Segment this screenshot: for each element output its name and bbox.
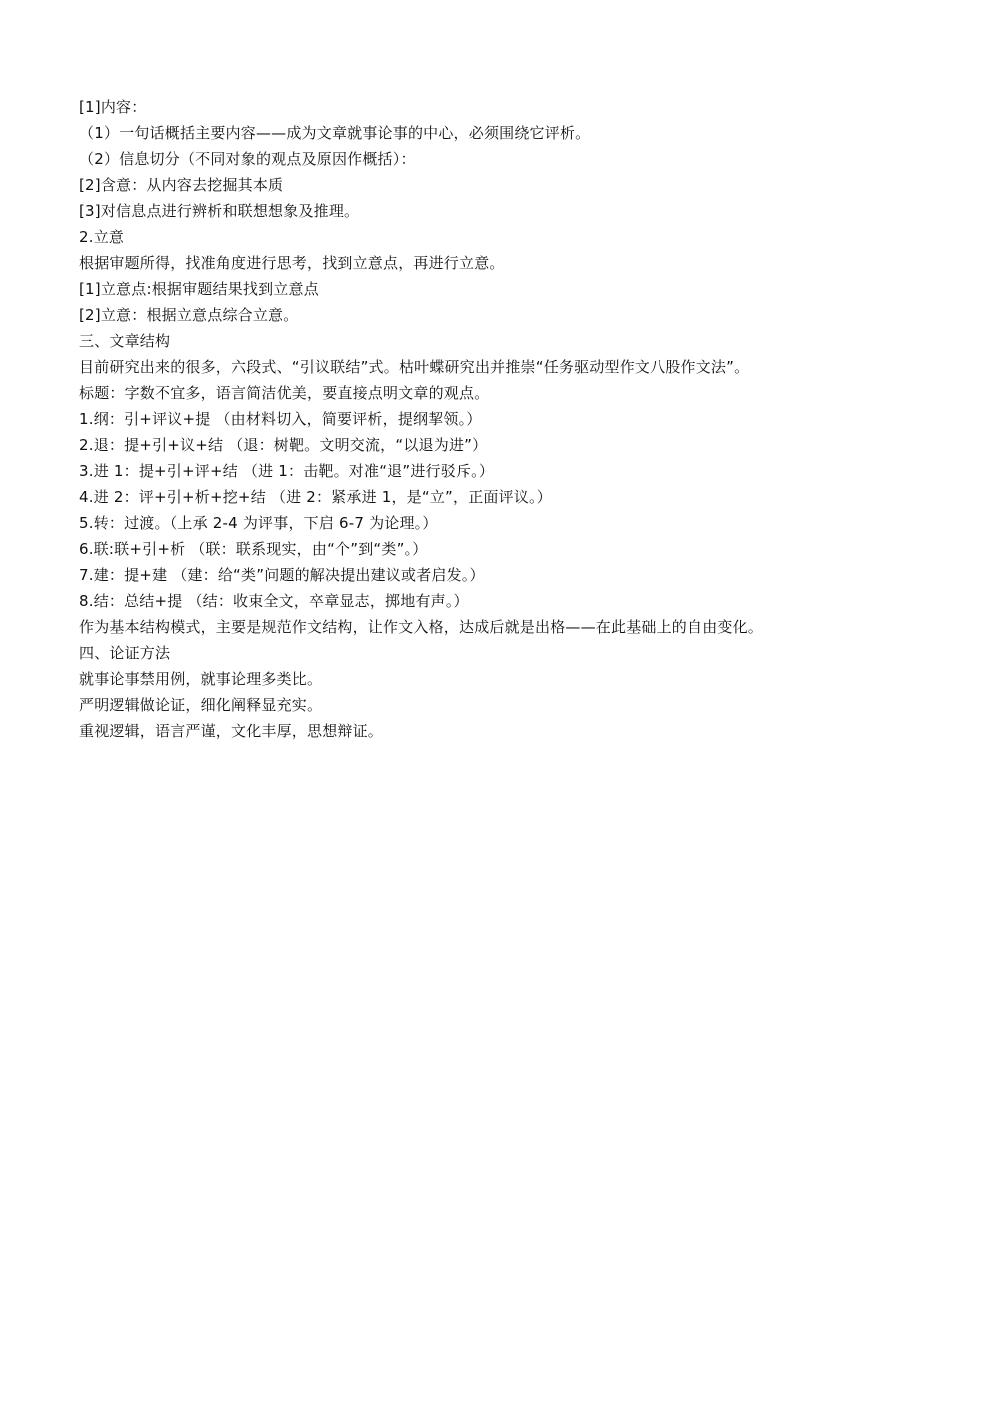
text-line: 根据审题所得，找准角度进行思考，找到立意点，再进行立意。 bbox=[79, 254, 505, 272]
text-line: 严明逻辑做论证，细化阐释显充实。 bbox=[79, 696, 323, 714]
list-item: 7.建：提+建 （建：给“类”问题的解决提出建议或者启发。） bbox=[79, 566, 485, 584]
list-item: 4.进 2：评+引+析+挖+结 （进 2：紧承进 1，是“立”，正面评议。） bbox=[79, 488, 552, 506]
section-heading: 三、文章结构 bbox=[79, 332, 171, 350]
section-heading: 四、论证方法 bbox=[79, 644, 171, 662]
document-body bbox=[79, 94, 959, 744]
text-line: [1]内容： bbox=[79, 98, 147, 116]
list-item: 6.联:联+引+析 （联：联系现实，由“个”到“类”。） bbox=[79, 540, 428, 558]
text-line: 标题：字数不宜多，语言简洁优美，要直接点明文章的观点。 bbox=[79, 384, 490, 402]
text-line: （2）信息切分（不同对象的观点及原因作概括）： bbox=[79, 150, 416, 168]
text-line: 重视逻辑，语言严谨，文化丰厚，思想辩证。 bbox=[79, 722, 384, 740]
list-item: 8.结：总结+提 （结：收束全文，卒章显志，掷地有声。） bbox=[79, 592, 469, 610]
text-line: [2]立意：根据立意点综合立意。 bbox=[79, 306, 299, 324]
text-line: （1）一句话概括主要内容——成为文章就事论事的中心，必须围绕它评析。 bbox=[79, 124, 591, 142]
text-line: [2]含意：从内容去挖掘其本质 bbox=[79, 176, 284, 194]
list-item: 5.转：过渡。（上承 2-4 为评事，下启 6-7 为论理。） bbox=[79, 514, 438, 532]
list-item: 1.纲：引+评议+提 （由材料切入，简要评析，提纲挈领。） bbox=[79, 410, 482, 428]
section-heading: 2.立意 bbox=[79, 228, 125, 246]
list-item: 3.进 1：提+引+评+结 （进 1：击靶。对准“退”进行驳斥。） bbox=[79, 462, 495, 480]
list-item: 2.退：提+引+议+结 （退：树靶。文明交流，“以退为进”） bbox=[79, 436, 488, 454]
text-line: [1]立意点:根据审题结果找到立意点 bbox=[79, 280, 319, 298]
text-line: [3]对信息点进行辨析和联想想象及推理。 bbox=[79, 202, 360, 220]
text-line: 就事论事禁用例，就事论理多类比。 bbox=[79, 670, 323, 688]
text-line: 目前研究出来的很多，六段式、“引议联结”式。枯叶蝶研究出并推崇“任务驱动型作文八股作文法”。 bbox=[79, 358, 750, 376]
text-line: 作为基本结构模式，主要是规范作文结构，让作文入格，达成后就是出格——在此基础上的自由变化。 bbox=[79, 618, 764, 636]
